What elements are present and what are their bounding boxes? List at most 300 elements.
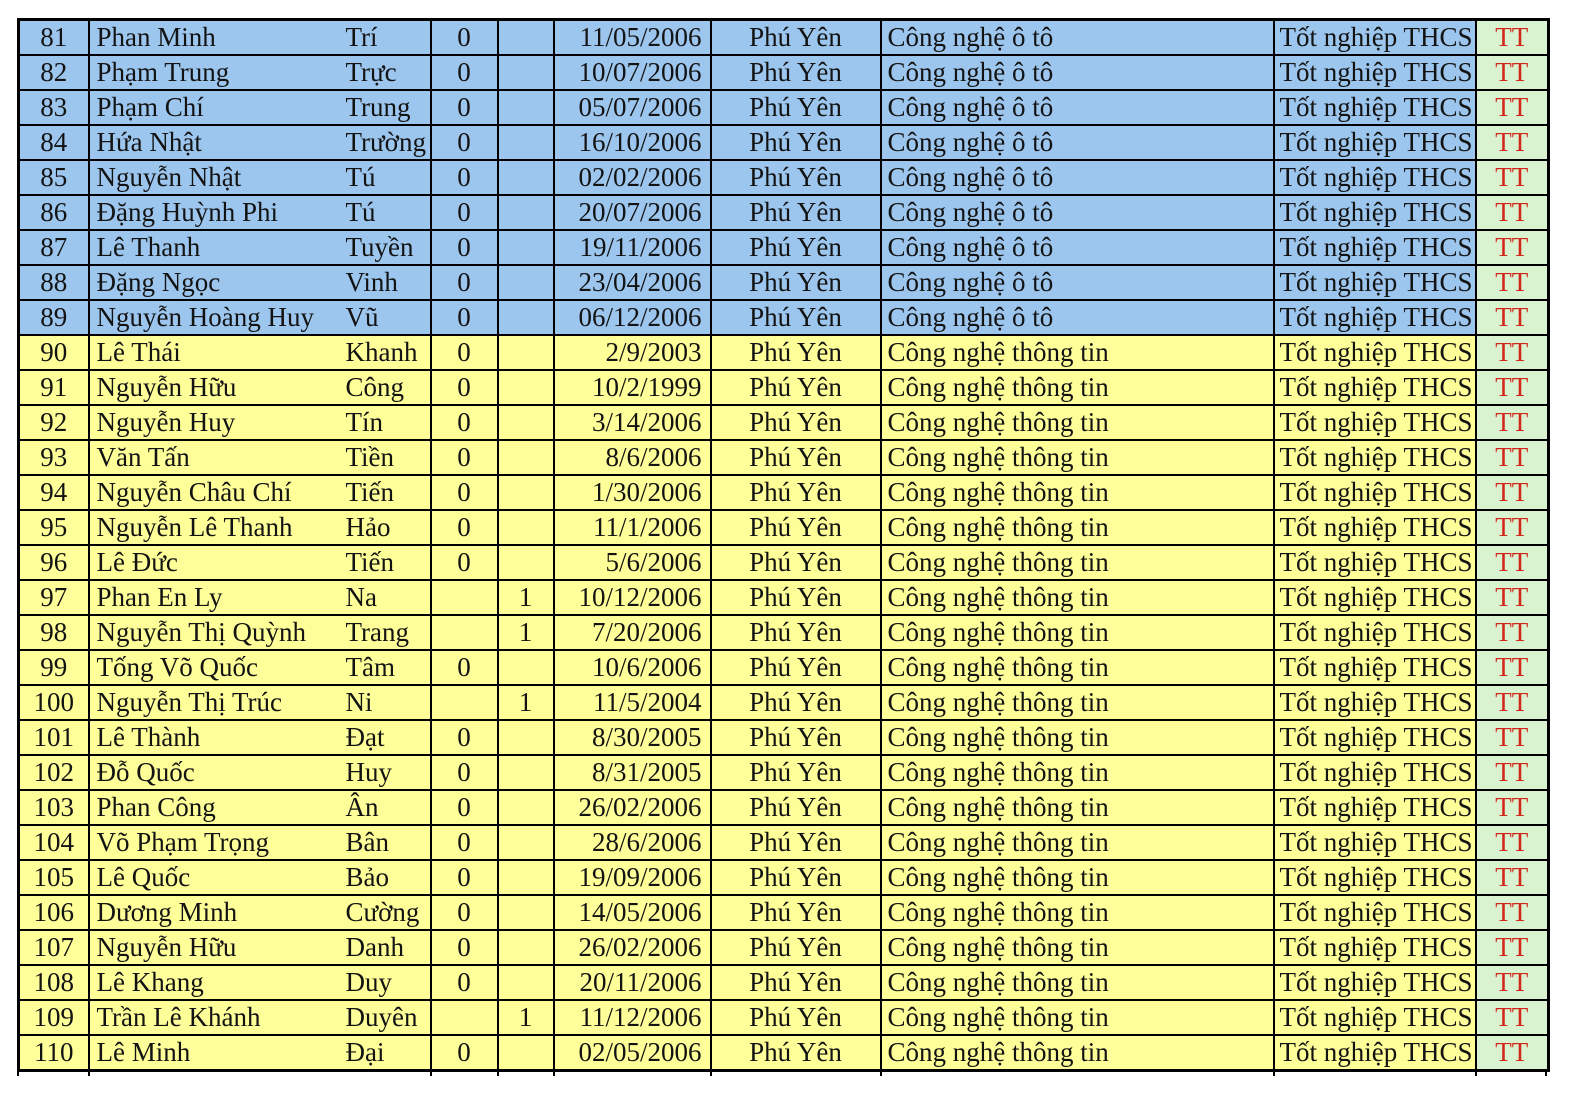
cell-first-name: Cường (338, 895, 431, 930)
cell-date-of-birth: 26/02/2006 (554, 790, 711, 825)
cell-major: Công nghệ thông tin (881, 965, 1274, 1000)
cell-major: Công nghệ ô tô (881, 20, 1274, 56)
grid-line-stub (1475, 1069, 1477, 1076)
cell-row-number: 89 (19, 300, 89, 335)
cell-status-badge: TT (1476, 335, 1549, 370)
student-table (17, 18, 1550, 1072)
cell-row-number: 85 (19, 160, 89, 195)
cell-major: Công nghệ thông tin (881, 440, 1274, 475)
grid-line-stub (880, 1069, 882, 1076)
grid-line-stub (1545, 1069, 1547, 1076)
cell-major: Công nghệ thông tin (881, 825, 1274, 860)
cell-female-flag: 1 (498, 1000, 554, 1035)
cell-education-level: Tốt nghiệp THCS (1274, 930, 1476, 965)
grid-line-stub (710, 1069, 712, 1076)
cell-education-level: Tốt nghiệp THCS (1274, 755, 1476, 790)
cell-last-name: Đặng Ngọc (89, 265, 338, 300)
cell-last-name: Nguyễn Hoàng Huy (89, 300, 338, 335)
cell-male-flag: 0 (431, 90, 498, 125)
cell-female-flag: 1 (498, 685, 554, 720)
cell-status-badge: TT (1476, 475, 1549, 510)
cell-male-flag: 0 (431, 160, 498, 195)
table-row (19, 510, 1549, 545)
cell-last-name: Phạm Trung (89, 55, 338, 90)
cell-row-number: 94 (19, 475, 89, 510)
cell-date-of-birth: 7/20/2006 (554, 615, 711, 650)
cell-date-of-birth: 8/31/2005 (554, 755, 711, 790)
cell-education-level: Tốt nghiệp THCS (1274, 405, 1476, 440)
grid-line-stub (553, 1069, 555, 1076)
cell-female-flag (498, 825, 554, 860)
cell-female-flag (498, 510, 554, 545)
cell-province: Phú Yên (711, 230, 881, 265)
cell-major: Công nghệ thông tin (881, 1000, 1274, 1035)
cell-last-name: Nguyễn Hữu (89, 370, 338, 405)
table-row (19, 755, 1549, 790)
cell-major: Công nghệ thông tin (881, 650, 1274, 685)
cell-status-badge: TT (1476, 1035, 1549, 1071)
cell-education-level: Tốt nghiệp THCS (1274, 370, 1476, 405)
cell-date-of-birth: 02/02/2006 (554, 160, 711, 195)
cell-province: Phú Yên (711, 1035, 881, 1071)
cell-first-name: Trường (338, 125, 431, 160)
cell-last-name: Dương Minh (89, 895, 338, 930)
cell-first-name: Duyên (338, 1000, 431, 1035)
cell-major: Công nghệ ô tô (881, 125, 1274, 160)
cell-major: Công nghệ ô tô (881, 300, 1274, 335)
cell-province: Phú Yên (711, 20, 881, 56)
cell-female-flag (498, 405, 554, 440)
cell-row-number: 97 (19, 580, 89, 615)
cell-last-name: Hứa Nhật (89, 125, 338, 160)
cell-province: Phú Yên (711, 440, 881, 475)
cell-major: Công nghệ thông tin (881, 545, 1274, 580)
cell-province: Phú Yên (711, 965, 881, 1000)
cell-female-flag: 1 (498, 580, 554, 615)
table-row (19, 405, 1549, 440)
cell-last-name: Phan En Ly (89, 580, 338, 615)
cell-province: Phú Yên (711, 265, 881, 300)
cell-date-of-birth: 20/07/2006 (554, 195, 711, 230)
cell-row-number: 106 (19, 895, 89, 930)
table-row (19, 300, 1549, 335)
cell-female-flag (498, 125, 554, 160)
cell-row-number: 84 (19, 125, 89, 160)
cell-female-flag (498, 90, 554, 125)
cell-major: Công nghệ thông tin (881, 790, 1274, 825)
cell-education-level: Tốt nghiệp THCS (1274, 545, 1476, 580)
cell-province: Phú Yên (711, 790, 881, 825)
cell-date-of-birth: 20/11/2006 (554, 965, 711, 1000)
cell-female-flag (498, 370, 554, 405)
cell-first-name: Duy (338, 965, 431, 1000)
cell-first-name: Trang (338, 615, 431, 650)
cell-first-name: Tiến (338, 475, 431, 510)
cell-row-number: 101 (19, 720, 89, 755)
cell-major: Công nghệ thông tin (881, 895, 1274, 930)
cell-male-flag: 0 (431, 860, 498, 895)
cell-male-flag: 0 (431, 195, 498, 230)
cell-province: Phú Yên (711, 125, 881, 160)
cell-province: Phú Yên (711, 90, 881, 125)
table-row (19, 860, 1549, 895)
cell-date-of-birth: 2/9/2003 (554, 335, 711, 370)
cell-date-of-birth: 11/5/2004 (554, 685, 711, 720)
cell-date-of-birth: 11/05/2006 (554, 20, 711, 56)
cell-major: Công nghệ ô tô (881, 90, 1274, 125)
cell-province: Phú Yên (711, 545, 881, 580)
table-row (19, 1000, 1549, 1035)
cell-row-number: 93 (19, 440, 89, 475)
cell-first-name: Na (338, 580, 431, 615)
cell-first-name: Hảo (338, 510, 431, 545)
table-row (19, 685, 1549, 720)
cell-last-name: Lê Thái (89, 335, 338, 370)
cell-female-flag: 1 (498, 615, 554, 650)
cell-male-flag: 0 (431, 55, 498, 90)
cell-date-of-birth: 19/09/2006 (554, 860, 711, 895)
cell-date-of-birth: 3/14/2006 (554, 405, 711, 440)
cell-education-level: Tốt nghiệp THCS (1274, 825, 1476, 860)
cell-status-badge: TT (1476, 230, 1549, 265)
cell-education-level: Tốt nghiệp THCS (1274, 580, 1476, 615)
cell-status-badge: TT (1476, 300, 1549, 335)
table-row (19, 90, 1549, 125)
cell-last-name: Nguyễn Châu Chí (89, 475, 338, 510)
cell-row-number: 102 (19, 755, 89, 790)
cell-last-name: Văn Tấn (89, 440, 338, 475)
cell-date-of-birth: 10/6/2006 (554, 650, 711, 685)
cell-education-level: Tốt nghiệp THCS (1274, 615, 1476, 650)
cell-education-level: Tốt nghiệp THCS (1274, 510, 1476, 545)
cell-status-badge: TT (1476, 125, 1549, 160)
cell-major: Công nghệ thông tin (881, 405, 1274, 440)
cell-last-name: Nguyễn Thị Quỳnh (89, 615, 338, 650)
cell-education-level: Tốt nghiệp THCS (1274, 20, 1476, 56)
cell-education-level: Tốt nghiệp THCS (1274, 90, 1476, 125)
cell-province: Phú Yên (711, 650, 881, 685)
cell-province: Phú Yên (711, 510, 881, 545)
cell-last-name: Lê Đức (89, 545, 338, 580)
cell-row-number: 92 (19, 405, 89, 440)
cell-date-of-birth: 19/11/2006 (554, 230, 711, 265)
cell-status-badge: TT (1476, 755, 1549, 790)
cell-last-name: Phan Minh (89, 20, 338, 56)
cell-status-badge: TT (1476, 510, 1549, 545)
cell-row-number: 87 (19, 230, 89, 265)
cell-row-number: 99 (19, 650, 89, 685)
cell-male-flag: 0 (431, 965, 498, 1000)
cell-major: Công nghệ thông tin (881, 720, 1274, 755)
cell-province: Phú Yên (711, 580, 881, 615)
cell-row-number: 98 (19, 615, 89, 650)
cell-date-of-birth: 10/07/2006 (554, 55, 711, 90)
grid-line-stub (17, 1069, 19, 1076)
cell-first-name: Trí (338, 20, 431, 56)
cell-major: Công nghệ ô tô (881, 265, 1274, 300)
cell-male-flag: 0 (431, 440, 498, 475)
cell-status-badge: TT (1476, 895, 1549, 930)
cell-first-name: Huy (338, 755, 431, 790)
cell-major: Công nghệ ô tô (881, 195, 1274, 230)
cell-province: Phú Yên (711, 195, 881, 230)
cell-male-flag: 0 (431, 475, 498, 510)
cell-male-flag (431, 685, 498, 720)
cell-first-name: Vũ (338, 300, 431, 335)
table-row (19, 265, 1549, 300)
cell-first-name: Ni (338, 685, 431, 720)
cell-date-of-birth: 10/2/1999 (554, 370, 711, 405)
cell-male-flag: 0 (431, 825, 498, 860)
cell-education-level: Tốt nghiệp THCS (1274, 650, 1476, 685)
cell-row-number: 105 (19, 860, 89, 895)
cell-major: Công nghệ thông tin (881, 1035, 1274, 1071)
cell-province: Phú Yên (711, 755, 881, 790)
cell-status-badge: TT (1476, 580, 1549, 615)
cell-male-flag: 0 (431, 335, 498, 370)
table-row (19, 195, 1549, 230)
table-row (19, 160, 1549, 195)
cell-female-flag (498, 755, 554, 790)
cell-province: Phú Yên (711, 895, 881, 930)
cell-row-number: 90 (19, 335, 89, 370)
cell-female-flag (498, 895, 554, 930)
grid-line-stub (497, 1069, 499, 1076)
cell-first-name: Trung (338, 90, 431, 125)
cell-first-name: Khanh (338, 335, 431, 370)
cell-education-level: Tốt nghiệp THCS (1274, 265, 1476, 300)
cell-education-level: Tốt nghiệp THCS (1274, 195, 1476, 230)
cell-education-level: Tốt nghiệp THCS (1274, 125, 1476, 160)
cell-major: Công nghệ thông tin (881, 335, 1274, 370)
cell-date-of-birth: 02/05/2006 (554, 1035, 711, 1071)
cell-male-flag: 0 (431, 405, 498, 440)
table-row (19, 650, 1549, 685)
cell-first-name: Tiền (338, 440, 431, 475)
cell-province: Phú Yên (711, 930, 881, 965)
cell-status-badge: TT (1476, 720, 1549, 755)
cell-male-flag: 0 (431, 230, 498, 265)
cell-major: Công nghệ ô tô (881, 160, 1274, 195)
cell-row-number: 83 (19, 90, 89, 125)
cell-status-badge: TT (1476, 195, 1549, 230)
cell-status-badge: TT (1476, 825, 1549, 860)
cell-education-level: Tốt nghiệp THCS (1274, 1035, 1476, 1071)
student-roster-sheet (17, 18, 1550, 1072)
cell-first-name: Trực (338, 55, 431, 90)
cell-date-of-birth: 23/04/2006 (554, 265, 711, 300)
cell-male-flag: 0 (431, 790, 498, 825)
cell-status-badge: TT (1476, 930, 1549, 965)
cell-male-flag (431, 580, 498, 615)
cell-first-name: Bân (338, 825, 431, 860)
cell-status-badge: TT (1476, 1000, 1549, 1035)
cell-status-badge: TT (1476, 55, 1549, 90)
cell-province: Phú Yên (711, 405, 881, 440)
cell-male-flag: 0 (431, 20, 498, 56)
cell-female-flag (498, 965, 554, 1000)
cell-status-badge: TT (1476, 965, 1549, 1000)
table-row (19, 615, 1549, 650)
cell-male-flag: 0 (431, 265, 498, 300)
cell-male-flag: 0 (431, 720, 498, 755)
cell-education-level: Tốt nghiệp THCS (1274, 160, 1476, 195)
cell-major: Công nghệ thông tin (881, 615, 1274, 650)
cell-last-name: Lê Khang (89, 965, 338, 1000)
cell-male-flag (431, 1000, 498, 1035)
cell-major: Công nghệ thông tin (881, 510, 1274, 545)
cell-female-flag (498, 300, 554, 335)
table-row (19, 1035, 1549, 1071)
cell-province: Phú Yên (711, 160, 881, 195)
cell-education-level: Tốt nghiệp THCS (1274, 720, 1476, 755)
table-row (19, 825, 1549, 860)
cell-first-name: Tú (338, 160, 431, 195)
cell-female-flag (498, 265, 554, 300)
cell-province: Phú Yên (711, 720, 881, 755)
table-row (19, 895, 1549, 930)
cell-male-flag: 0 (431, 510, 498, 545)
cell-female-flag (498, 475, 554, 510)
cell-status-badge: TT (1476, 615, 1549, 650)
cell-first-name: Tú (338, 195, 431, 230)
cell-education-level: Tốt nghiệp THCS (1274, 895, 1476, 930)
cell-last-name: Nguyễn Lê Thanh (89, 510, 338, 545)
cell-last-name: Nguyễn Huy (89, 405, 338, 440)
cell-last-name: Lê Thanh (89, 230, 338, 265)
cell-status-badge: TT (1476, 440, 1549, 475)
table-row (19, 720, 1549, 755)
cell-education-level: Tốt nghiệp THCS (1274, 965, 1476, 1000)
cell-province: Phú Yên (711, 860, 881, 895)
cell-education-level: Tốt nghiệp THCS (1274, 475, 1476, 510)
cell-date-of-birth: 8/6/2006 (554, 440, 711, 475)
cell-first-name: Đạt (338, 720, 431, 755)
grid-line-stub (430, 1069, 432, 1076)
cell-male-flag: 0 (431, 895, 498, 930)
cell-major: Công nghệ thông tin (881, 370, 1274, 405)
cell-first-name: Tín (338, 405, 431, 440)
table-row (19, 790, 1549, 825)
cell-date-of-birth: 16/10/2006 (554, 125, 711, 160)
cell-status-badge: TT (1476, 790, 1549, 825)
cell-male-flag: 0 (431, 125, 498, 160)
cell-date-of-birth: 8/30/2005 (554, 720, 711, 755)
cell-last-name: Nguyễn Thị Trúc (89, 685, 338, 720)
cell-date-of-birth: 28/6/2006 (554, 825, 711, 860)
cell-male-flag (431, 615, 498, 650)
table-row (19, 475, 1549, 510)
cell-first-name: Ân (338, 790, 431, 825)
cell-education-level: Tốt nghiệp THCS (1274, 55, 1476, 90)
cell-education-level: Tốt nghiệp THCS (1274, 860, 1476, 895)
cell-first-name: Bảo (338, 860, 431, 895)
cell-province: Phú Yên (711, 370, 881, 405)
table-row (19, 20, 1549, 56)
table-row (19, 335, 1549, 370)
table-row (19, 370, 1549, 405)
student-table-body (19, 20, 1549, 1071)
cell-status-badge: TT (1476, 90, 1549, 125)
cell-province: Phú Yên (711, 335, 881, 370)
cell-female-flag (498, 650, 554, 685)
cell-female-flag (498, 335, 554, 370)
cell-last-name: Đặng Huỳnh Phi (89, 195, 338, 230)
cell-status-badge: TT (1476, 405, 1549, 440)
cell-status-badge: TT (1476, 860, 1549, 895)
cell-province: Phú Yên (711, 1000, 881, 1035)
cell-province: Phú Yên (711, 825, 881, 860)
grid-line-stub (1273, 1069, 1275, 1076)
cell-male-flag: 0 (431, 755, 498, 790)
cell-male-flag: 0 (431, 1035, 498, 1071)
cell-major: Công nghệ ô tô (881, 230, 1274, 265)
cell-row-number: 108 (19, 965, 89, 1000)
cell-date-of-birth: 06/12/2006 (554, 300, 711, 335)
cell-row-number: 91 (19, 370, 89, 405)
cell-female-flag (498, 790, 554, 825)
cell-male-flag: 0 (431, 930, 498, 965)
cell-status-badge: TT (1476, 685, 1549, 720)
cell-female-flag (498, 720, 554, 755)
cell-status-badge: TT (1476, 545, 1549, 580)
cell-row-number: 82 (19, 55, 89, 90)
table-row (19, 440, 1549, 475)
cell-date-of-birth: 26/02/2006 (554, 930, 711, 965)
cell-row-number: 96 (19, 545, 89, 580)
cell-major: Công nghệ thông tin (881, 860, 1274, 895)
cell-female-flag (498, 230, 554, 265)
cell-date-of-birth: 1/30/2006 (554, 475, 711, 510)
cell-first-name: Tâm (338, 650, 431, 685)
cell-last-name: Phan Công (89, 790, 338, 825)
cell-last-name: Trần Lê Khánh (89, 1000, 338, 1035)
cell-row-number: 103 (19, 790, 89, 825)
cell-last-name: Nguyễn Hữu (89, 930, 338, 965)
cell-province: Phú Yên (711, 55, 881, 90)
cell-last-name: Phạm Chí (89, 90, 338, 125)
cell-female-flag (498, 160, 554, 195)
cell-date-of-birth: 11/12/2006 (554, 1000, 711, 1035)
cell-last-name: Tống Võ Quốc (89, 650, 338, 685)
cell-education-level: Tốt nghiệp THCS (1274, 335, 1476, 370)
cell-last-name: Lê Minh (89, 1035, 338, 1071)
cell-female-flag (498, 55, 554, 90)
cell-female-flag (498, 440, 554, 475)
table-row (19, 965, 1549, 1000)
cell-row-number: 81 (19, 20, 89, 56)
cell-first-name: Vinh (338, 265, 431, 300)
cell-female-flag (498, 195, 554, 230)
cell-date-of-birth: 11/1/2006 (554, 510, 711, 545)
cell-row-number: 109 (19, 1000, 89, 1035)
cell-status-badge: TT (1476, 20, 1549, 56)
grid-line-stub (88, 1069, 90, 1076)
cell-status-badge: TT (1476, 650, 1549, 685)
cell-first-name: Công (338, 370, 431, 405)
cell-province: Phú Yên (711, 475, 881, 510)
cell-row-number: 95 (19, 510, 89, 545)
cell-province: Phú Yên (711, 685, 881, 720)
cell-male-flag: 0 (431, 370, 498, 405)
table-row (19, 125, 1549, 160)
cell-male-flag: 0 (431, 300, 498, 335)
table-row (19, 930, 1549, 965)
table-row (19, 580, 1549, 615)
cell-row-number: 110 (19, 1035, 89, 1071)
cell-row-number: 104 (19, 825, 89, 860)
cell-male-flag: 0 (431, 650, 498, 685)
